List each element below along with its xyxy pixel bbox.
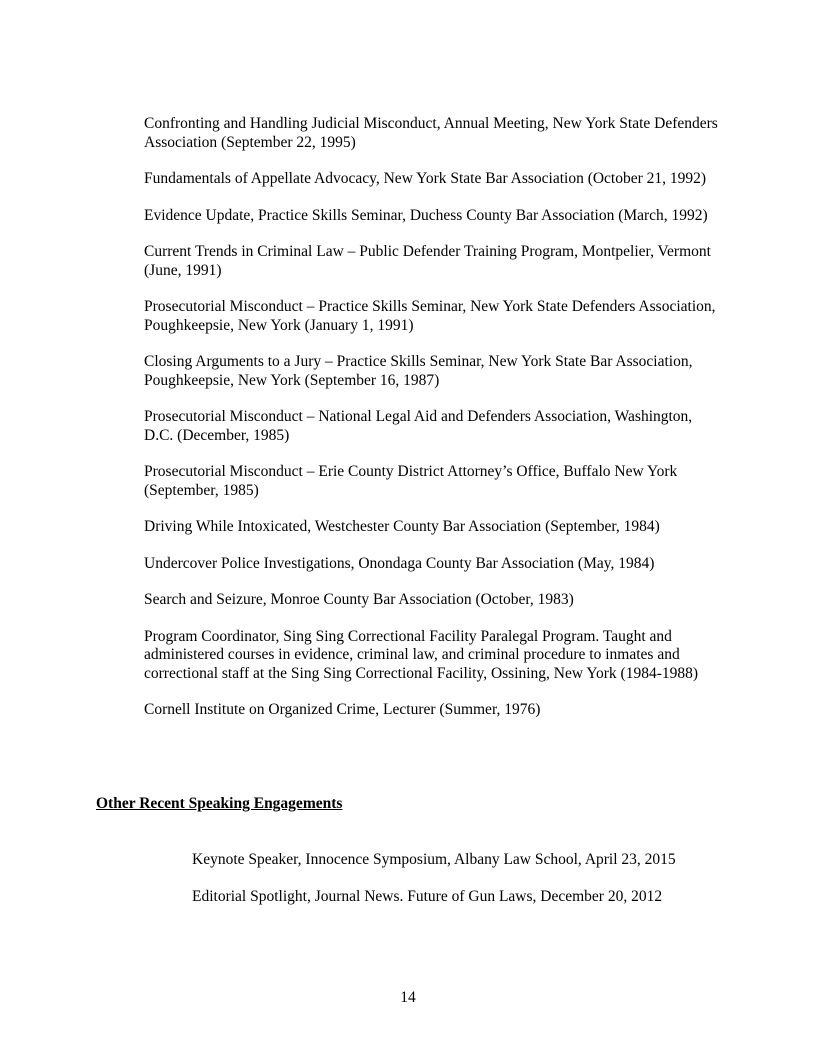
list-item: Confronting and Handling Judicial Misconduct, Annual Meeting, New York State Defenders Association (September 22, 1995): [144, 115, 718, 151]
list-item: Prosecutorial Misconduct – Erie County District Attorney’s Office, Buffalo New York (September, 1985): [144, 463, 678, 499]
list-item: Cornell Institute on Organized Crime, Lecturer (Summer, 1976): [144, 701, 541, 718]
section-heading: Other Recent Speaking Engagements: [96, 795, 343, 812]
list-item: Prosecutorial Misconduct – National Legal Aid and Defenders Association, Washington, D.C. (December, 1985): [144, 408, 693, 444]
list-item: Closing Arguments to a Jury – Practice Skills Seminar, New York State Bar Association, Poughkeepsie, New York (September 16, 1987): [144, 353, 693, 389]
list-item: Fundamentals of Appellate Advocacy, New York State Bar Association (October 21, 1992): [144, 170, 707, 187]
list-item: Current Trends in Criminal Law – Public Defender Training Program, Montpelier, Vermont (June, 1991): [144, 243, 711, 279]
list-item: Search and Seizure, Monroe County Bar Association (October, 1983): [144, 591, 574, 608]
list-item: Program Coordinator, Sing Sing Correctional Facility Paralegal Program. Taught and administered courses in evidence, criminal law, and criminal procedure to inmates and correctional staff at the Sing Sing Correctional Facility, Ossining, New York (1984-1988): [144, 627, 699, 682]
speaking-engagements-list: [144, 115, 724, 738]
recent-engagements-list: [192, 851, 752, 924]
list-item: Driving While Intoxicated, Westchester County Bar Association (September, 1984): [144, 518, 660, 535]
list-item: Prosecutorial Misconduct – Practice Skills Seminar, New York State Defenders Association, Poughkeepsie, New York (January 1, 1991): [144, 298, 716, 334]
list-item: Editorial Spotlight, Journal News. Future of Gun Laws, December 20, 2012: [192, 887, 663, 905]
list-item: Evidence Update, Practice Skills Seminar, Duchess County Bar Association (March, 1992): [144, 206, 708, 224]
list-item: Keynote Speaker, Innocence Symposium, Albany Law School, April 23, 2015: [192, 851, 676, 868]
page-number: 14: [400, 989, 416, 1006]
list-item: Undercover Police Investigations, Onondaga County Bar Association (May, 1984): [144, 554, 655, 572]
